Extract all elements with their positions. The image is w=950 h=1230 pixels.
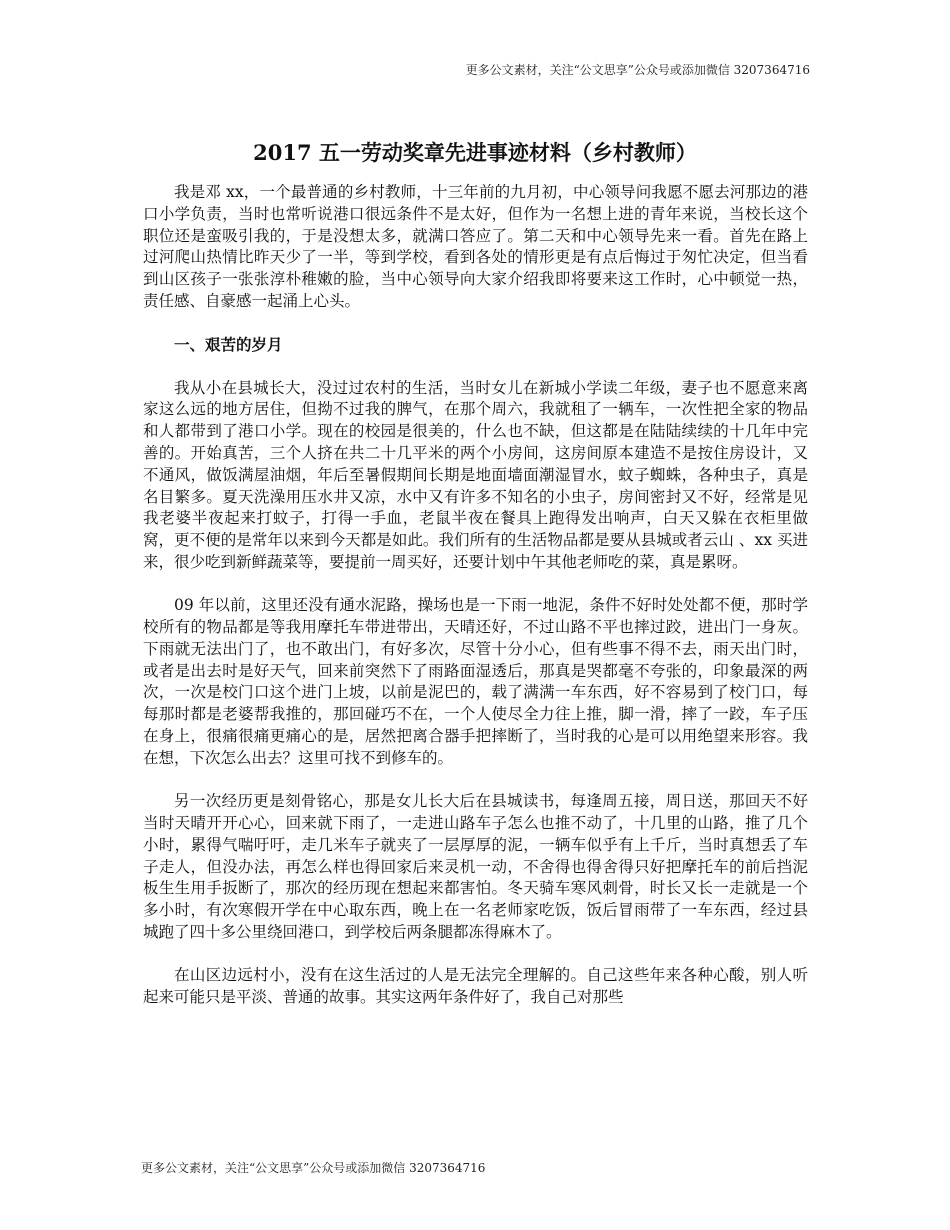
paragraph-memorable-experience: 另一次经历更是刻骨铭心，那是女儿长大后在县城读书，每逢周五接，周日送，那回天不好当时天晴开开心心，回来就下雨了，一走进山路车子怎么也推不动了，十几里的山路，推了几个小时，累得气喘吁吁，走几米车子就夹了一层厚厚的泥，一辆车似乎有上千斤，当时真想丢了车子走人，但没办法，再怎么样也得回家后来灵机一动，不舍得也得舍得只好把摩托车的前后挡泥板生生用手扳断了，那次的经历现在想起来都害怕。冬天骑车寒风刺骨，时长又长一走就是一个多小时，有次寒假开学在中心取东西，晚上在一名老师家吃饭，饭后冒雨带了一车东西，经过县城跑了四十多公里绕回港口，到学校后两条腿都冻得麻木了。 [143,792,808,941]
paragraph-road-conditions: 09 年以前，这里还没有通水泥路，操场也是一下雨一地泥，条件不好时处处都不便，那时学校所有的物品都是等我用摩托车带进带出，天晴还好，不过山路不平也摔过跤，进出门一身灰。下雨就无法出门了，也不敢出门，有好多次，尽管十分小心，但有些事不得不去，雨天出门时，或者是出去时是好天气，回来前突然下了雨路面湿透后，那真是哭都毫不夸张的，印象最深的两次，一次是校门口这个进门上坡，以前是泥巴的，载了满满一车东西，好不容易到了校门口，每每那时都是老婆帮我推的，那回碰巧不在，一个人使尽全力往上推，脚一滑，摔了一跤，车子压在身上，很痛很痛更痛心的是，居然把离合器手把摔断了，当时我的心是可以用绝望来形容。我在想，下次怎么出去？这里可找不到修车的。 [143,596,808,767]
document-body [143,182,808,1030]
document-title: 2017 五一劳动奖章先进事迹材料（乡村教师） [253,140,697,165]
section-heading: 一、艰苦的岁月 [174,335,283,355]
paragraph-reflection: 在山区边远村小，没有在这生活过的人是无法完全理解的。自己这些年来各种心酸，别人听起来可能只是平淡、普通的故事。其实这两年条件好了，我自己对那些 [143,966,808,1006]
page-footer: 更多公文素材，关注“公文思享”公众号或添加微信 3207364716 [141,1161,486,1175]
page-header: 更多公文素材，关注“公文思享”公众号或添加微信 3207364716 [465,63,810,77]
paragraph-intro: 我是邓 xx，一个最普通的乡村教师，十三年前的九月初，中心领导问我愿不愿去河那边的港口小学负责，当时也常听说港口很远条件不是太好，但作为一名想上进的青年来说，当校长这个职位还是蛮吸引我的，于是没想太多，就满口答应了。第二天和中心领导先来一看。首先在路上过河爬山热情比昨天少了一半，等到学校，看到各处的情形更是有点后悔过于匆忙决定，但当看到山区孩子一张张淳朴稚嫩的脸，当中心领导向大家介绍我即将要来这工作时，心中顿觉一热，责任感、自豪感一起涌上心头。 [143,183,808,310]
paragraph-living-conditions: 我从小在县城长大，没过过农村的生活，当时女儿在新城小学读二年级，妻子也不愿意来离家这么远的地方居住，但拗不过我的脾气，在那个周六，我就租了一辆车，一次性把全家的物品和人都带到了港口小学。现在的校园是很美的，什么也不缺，但这都是在陆陆续续的十几年中完善的。开始真苦，三个人挤在共二十几平米的两个小房间，这房间原本建造不是按住房设计，又不通风，做饭满屋油烟，年后至暑假期间长期是地面墙面潮湿冒水，蚊子蜘蛛，各种虫子，真是名目繁多。夏天洗澡用压水井又凉，水中又有许多不知名的小虫子，房间密封又不好，经常是见我老婆半夜起来打蚊子，打得一手血，老鼠半夜在餐具上跑得发出响声，白天又躲在衣柜里做窝，更不便的是常年以来到今天都是如此。我们所有的生活物品都是要从县城或者云山 、xx 买进来，很少吃到新鲜蔬菜等，要提前一周买好，还要计划中午其他老师吃的菜，真是累呀。 [143,378,808,571]
